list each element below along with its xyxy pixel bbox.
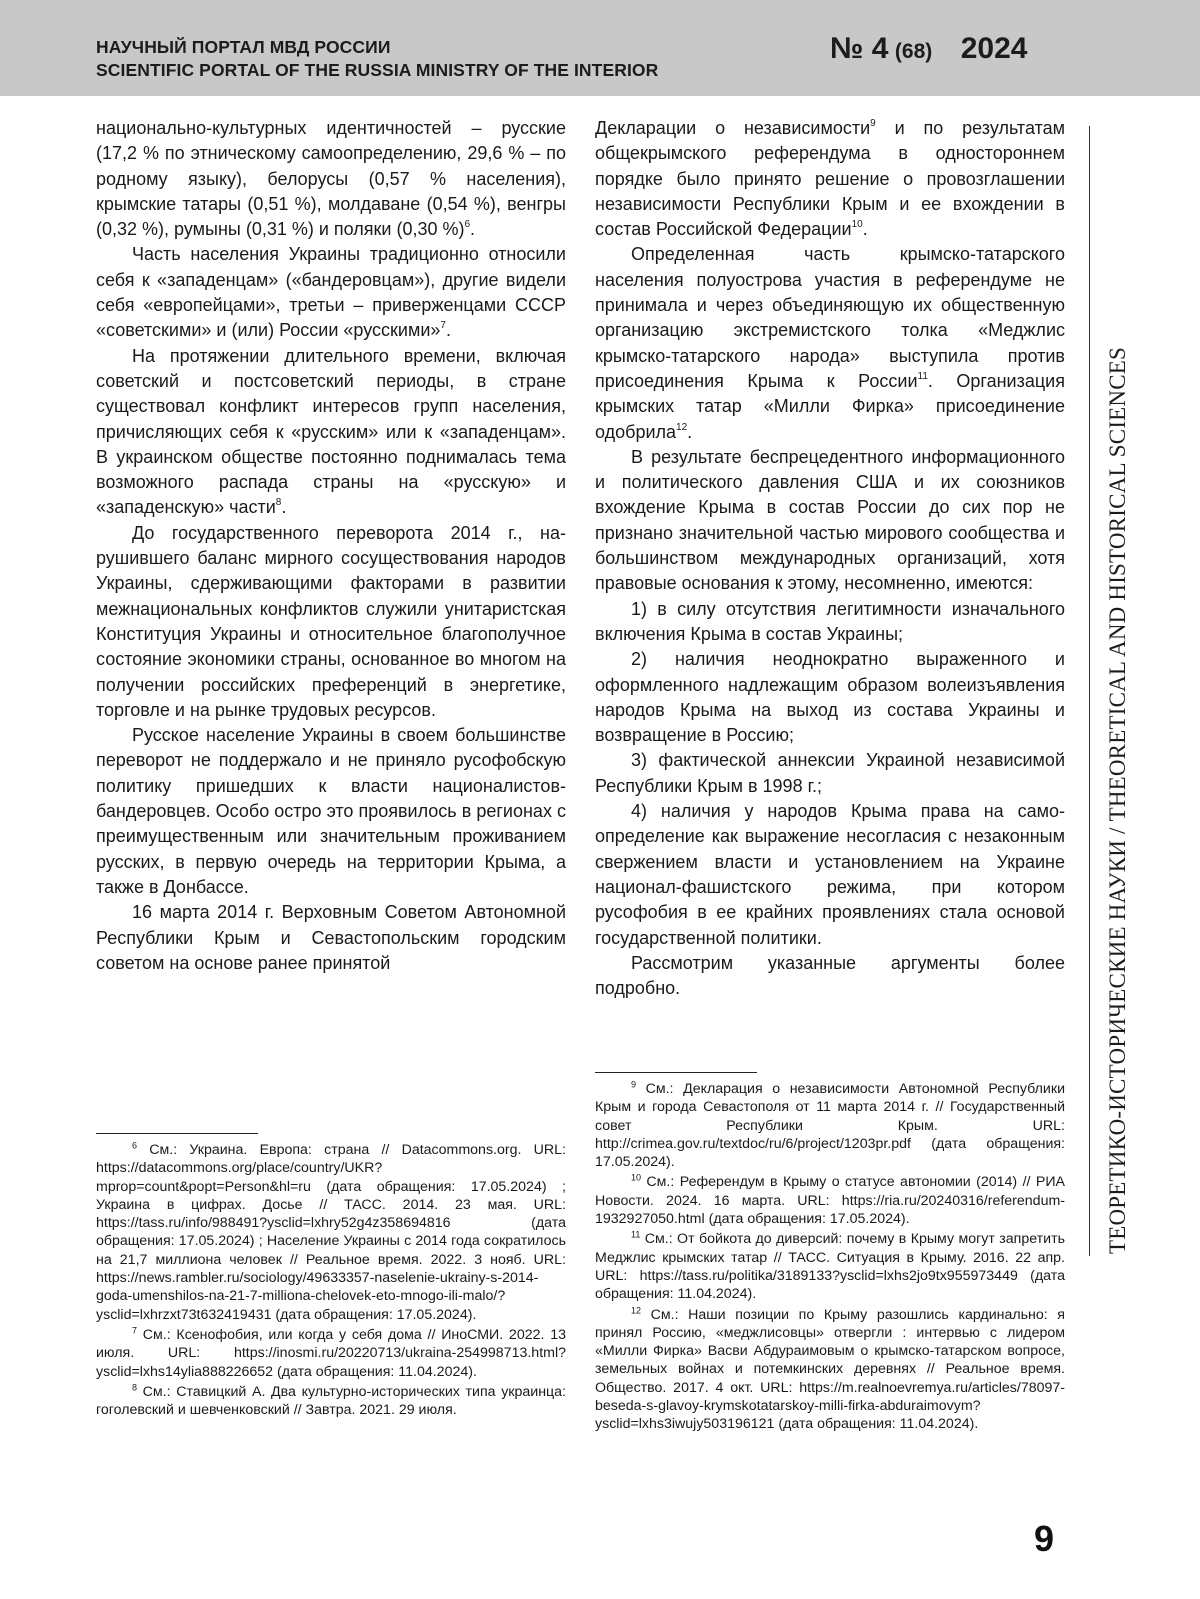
journal-title-block (96, 36, 658, 82)
footnote: $^6$ См.: Украина. Европа: страна // Datacommons.org. URL: https://datacommons.org/place/country/UKR?mprop=count&popt=Person&hl=ru (дата обращения: 17.05.2024) ; Украина в цифрах. Досье // ТАСС. 2014. 23 мая. URL: https://tass.ru/info/988491?ysclid=lxhry52g4z358694816 (дата обращения: 17.05.2024) ; Население Украины с 2014 года сократилось на 21,7 миллиона человек // Реальное время. 2022. 3 нояб. URL: https://news.rambler.ru/sociology/49633357-naselenie-ukrainy-s-2014-goda-umenshilos-na-21-7-milliona-chelovek-eto-mnogo-ili-malo/?ysclid=lxhrzxt73t632419431 (дата обращения: 17.05.2024). (96, 1140, 566, 1323)
side-divider (1089, 126, 1090, 1256)
paragraph: Определенная часть крымско-татарского населения полуострова участия в референдуме не принимала и через объединяющую их общественную организацию экстремистского толка «Меджлис крымско-татарского народа» выступила против присоединения Крыма к России$^{11}$. Организация крымских татар «Милли Фирка» присоединение одобрила$^{12}$. (595, 244, 1065, 442)
footnote: $^{12}$ См.: Наши позиции по Крыму разошлись кардинально: я принял Россию, «меджлисовцы» отвергли : интервью с лидером «Милли Фирка» Васви Абдураимовым о крымско-татарском вопросе, земельных войнах и потемкинских деревнях // Реальное время. Общество. 2017. 4 окт. URL: https://m.realnoevremya.ru/articles/78097-beseda-s-glavoy-krymskotatarskoy-milli-firka-abduraimovym?ysclid=lxhs3iwujy503196121 (дата обращения: 11.04.2024). (595, 1304, 1065, 1433)
left-column (96, 116, 566, 976)
journal-title-ru: НАУЧНЫЙ ПОРТАЛ МВД РОССИИ (96, 37, 391, 57)
footnote-ref: 9 (870, 118, 876, 129)
list-item: 4) наличия у народов Крыма права на самоопределение как выражение несогласия с незаконным свержением власти и установлением на Украине национал-фашистского режима, при котором русофобия в ее крайних проявлениях стала основой государственной политики. (595, 801, 1065, 948)
footnote-ref: 6 (464, 219, 471, 231)
paragraph: Декларации о независимости$^9$ и по результатам общекрымского референдума в одностороннем порядке было принято решение о провозглашении независимости Республики Крым и ее вхождении в состав Российской Федерации$^{10}$. (595, 118, 1066, 240)
list-item: 1) в силу отсутствия легитимности изначального включения Крыма в состав Украины; (595, 598, 1065, 644)
footnote: $^{11}$ См.: От бойкота до диверсий: почему в Крыму могут запретить Меджлис крымских татар // ТАСС. Ситуация в Крыму. 2016. 22 апр. URL: https://tass.ru/politika/3189133?ysclid=lxhs2jo9tx955973449 (дата обращения: 11.04.2024). (595, 1229, 1065, 1303)
journal-title-en: SCIENTIFIC PORTAL OF THE RUSSIA MINISTRY OF THE INTERIOR (96, 60, 659, 80)
footnote-ref: 11 (917, 370, 928, 382)
paragraph: В результате беспрецедентного информационного и политического давления США и их союзников вхождение Крыма в состав России до сих пор не признано значительной частью мирового сообщества и большинством международных организаций, хотя правовые основания к этому, несомненно, имеются: (595, 446, 1065, 594)
issue-total-number: (68) (894, 40, 933, 63)
footnote-divider (96, 1133, 258, 1134)
footnote-ref: 12 (676, 421, 688, 433)
footnote-divider (595, 1072, 757, 1073)
footnote-ref: 7 (440, 320, 446, 332)
right-column (595, 116, 1065, 1001)
footnote: $^8$ См.: Ставицкий А. Два культурно-исторических типа украинца: гоголевский и шевченковский // Завтра. 2021. 29 июля. (96, 1382, 566, 1419)
paragraph: Рассмотрим указанные аргументы более подробно. (595, 952, 1065, 999)
journal-header (0, 0, 1200, 96)
paragraph: На протяжении длительного времени, включая советский и постсоветский периоды, в стране существовал конфликт интересов групп населения, причисляющих себя к «русским» или к «западенцам». В украинском обществе постоянно поднималась тема возможного распада страны на «русскую» и «западенскую» части$^8$. (96, 345, 566, 518)
issue-info (830, 32, 1027, 66)
footnote-ref: 8 (275, 497, 282, 509)
footnote: $^7$ См.: Ксенофобия, или когда у себя дома // ИноСМИ. 2022. 13 июля. URL: https://inosmi.ru/20220713/ukraina-254998713.html?ysclid=lxhs14ylia888226652 (дата обращения: 11.04.2024). (96, 1325, 566, 1380)
issue-year: 2024 (960, 32, 1028, 65)
paragraph: До государственного переворота 2014 г., нарушившего баланс мирного сосуществования народов Украины, сдерживающими факторами в развитии межнациональных конфликтов служили унитаристская Конституция Украины и относительное благополучное состояние экономики страны, основанное во многом на получении российских преференций в энергетике, торговле и на рынке трудовых ресурсов. (96, 522, 566, 720)
footnote: $^9$ См.: Декларация о независимости Автономной Республики Крым и города Севастополя от 11 марта 2014 г. // Государственный совет Республики Крым. URL: http://crimea.gov.ru/textdoc/ru/6/project/1203pr.pdf (дата обращения: 17.05.2024). (595, 1079, 1065, 1171)
paragraph: Русское население Украины в своем большинстве переворот не поддержало и не приняло русофобскую политику пришедших к власти националистов-бандеровцев. Особо остро это проявилось в регионах с преимущественным или значительным проживанием русских, в первую очередь на территории Крыма, а также в Донбассе. (96, 725, 566, 897)
issue-number: № 4 (830, 32, 889, 65)
paragraph: национально-культурных идентичностей – русские (17,2 % по этническому самоопределению, 29,6 % – по родному языку), белорусы (0,57 % населения), крымские татары (0,51 %), молдаване (0,54 %), венгры (0,32 %), румыны (0,31 %) и поляки (0,30 %)$^6$. (96, 118, 566, 240)
section-label: ТЕОРЕТИКО-ИСТОРИЧЕСКИЕ НАУКИ / THEORETICAL AND HISTORICAL SCIENCES (1105, 346, 1130, 1254)
paragraph: 16 марта 2014 г. Верховным Советом Автономной Республики Крым и Севастопольским городским советом на основе ранее принятой (96, 902, 566, 973)
footnote: $^{10}$ См.: Референдум в Крыму о статусе автономии (2014) // РИА Новости. 2024. 16 марта. URL: https://ria.ru/20240316/referendum-1932927050.html (дата обращения: 17.05.2024). (595, 1172, 1065, 1228)
footnote-ref: 10 (851, 219, 863, 231)
footnotes-left (96, 1141, 566, 1421)
paragraph: Часть населения Украины традиционно относили себя к «западенцам» («бандеровцам»), другие видели себя «европейцами», третьи – приверженцами СССР «советскими» и (или) России «русскими»$^7$. (96, 244, 566, 341)
page-number: 9 (1034, 1518, 1055, 1559)
list-item: 2) наличия неоднократно выраженного и оформленного надлежащим образом волеизъявления народов Крыма на выход из состава Украины и возвращение в Россию; (595, 649, 1065, 746)
footnotes-right (595, 1080, 1065, 1436)
list-item: 3) фактической аннексии Украиной независимой Республики Крым в 1998 г.; (595, 750, 1065, 796)
